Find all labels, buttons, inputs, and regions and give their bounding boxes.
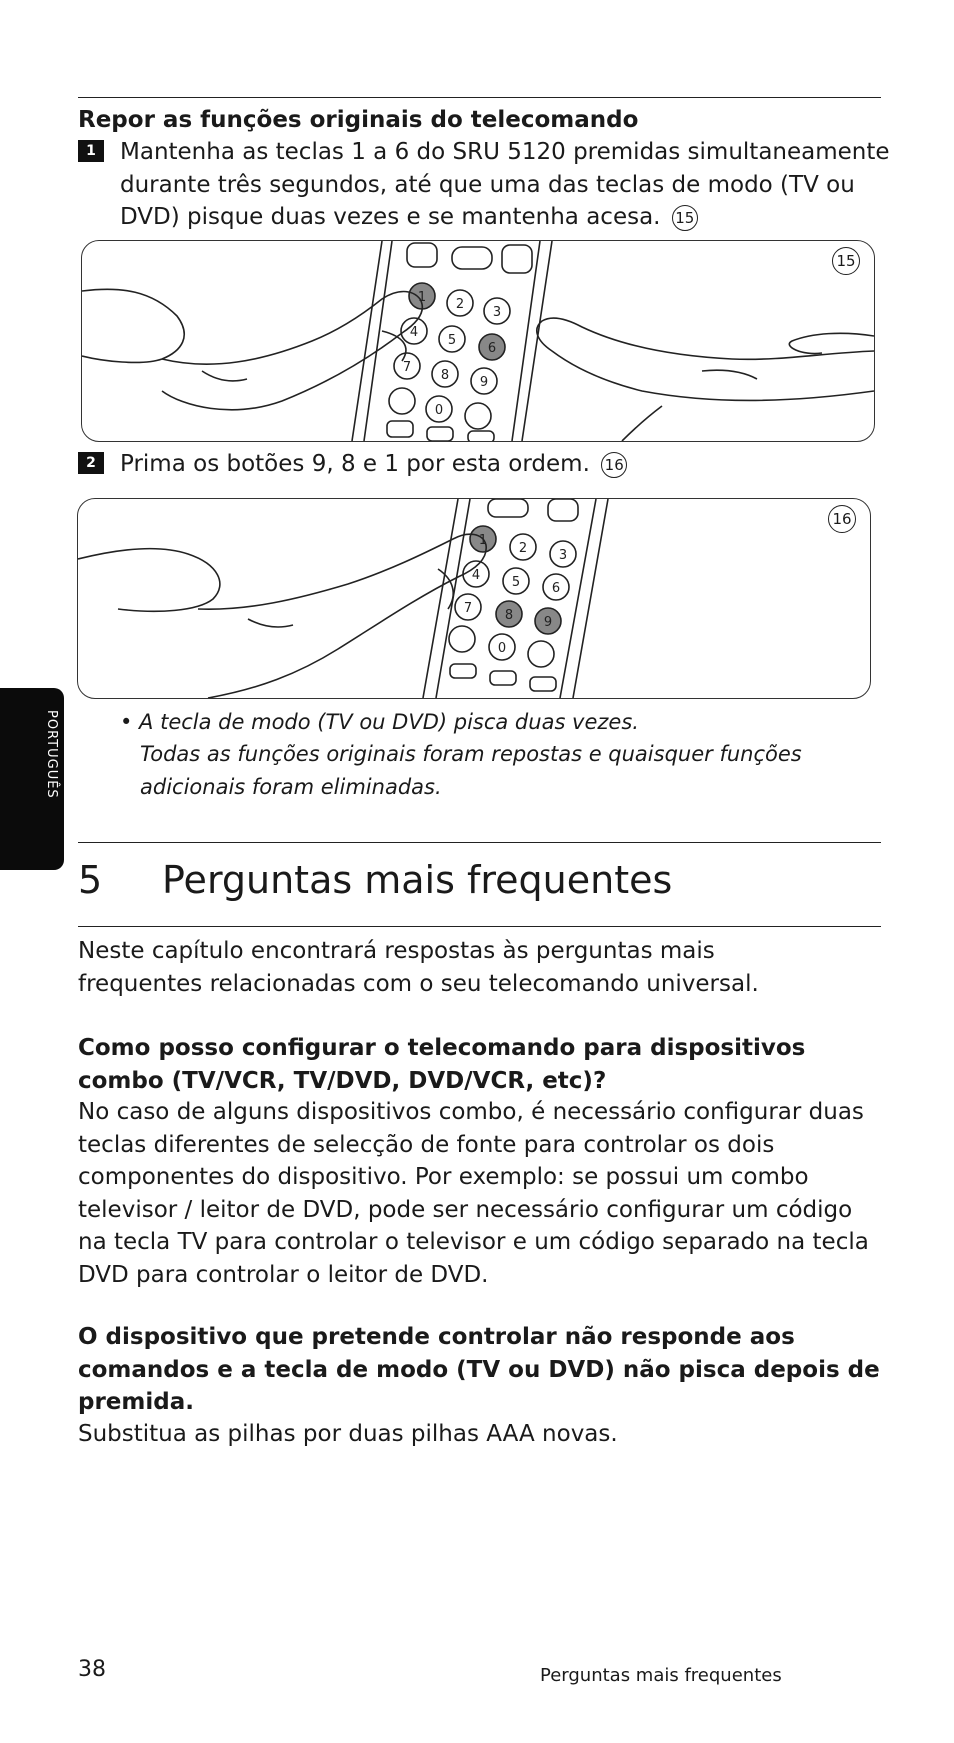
step-1-text xyxy=(120,136,890,234)
step-2-figure-ref: 16 xyxy=(601,452,627,478)
svg-text:9: 9 xyxy=(479,375,489,390)
remote-hands-drawing-2 xyxy=(78,499,870,698)
remote-hands-drawing-1 xyxy=(82,241,874,441)
figure-16-label: 16 xyxy=(828,505,856,533)
step-1-figure-ref: 15 xyxy=(672,205,698,231)
chapter-number: 5 xyxy=(78,858,103,902)
chapter-intro: Neste capítulo encontrará respostas às perguntas mais frequentes relacionadas com o seu telecomando universal. xyxy=(78,938,759,997)
faq-answer-2: Substitua as pilhas por duas pilhas AAA novas. xyxy=(78,1421,618,1447)
figure-16-remote-illustration xyxy=(77,498,871,699)
svg-text:8: 8 xyxy=(504,608,514,623)
language-side-tab-label: PORTUGUÊS xyxy=(44,710,59,799)
faq-answer-1: No caso de alguns dispositivos combo, é necessário configurar duas teclas diferentes de selecção de fonte para controlar os dois componentes do dispositivo. Por exemplo: se possui um combo televisor / leitor de DVD, pode ser necessário configurar um código na tecla TV para controlar o televisor e um código separado na tecla DVD para controlar o leitor de DVD. xyxy=(78,1099,869,1288)
svg-text:6: 6 xyxy=(551,581,561,596)
svg-text:4: 4 xyxy=(471,568,481,583)
chapter-bottom-rule xyxy=(78,926,881,927)
svg-text:1: 1 xyxy=(478,533,488,548)
chapter-title: Perguntas mais frequentes xyxy=(162,858,673,902)
svg-text:2: 2 xyxy=(455,297,465,312)
step-number-1: 1 xyxy=(78,140,104,162)
faq-question-2: O dispositivo que pretende controlar não responde aos comandos e a tecla de modo (TV ou DVD) não pisca depois de premida. xyxy=(78,1324,880,1415)
section-heading: Repor as funções originais do telecomando xyxy=(78,107,639,133)
step-1-body: Mantenha as teclas 1 a 6 do SRU 5120 premidas simultaneamente durante três segundos, até que uma das teclas de modo (TV ou DVD) pisque duas vezes e se mantenha acesa. xyxy=(120,139,890,230)
svg-text:5: 5 xyxy=(447,333,457,348)
top-rule xyxy=(78,97,881,98)
svg-text:5: 5 xyxy=(511,575,521,590)
svg-text:1: 1 xyxy=(417,290,427,305)
svg-text:9: 9 xyxy=(543,615,553,630)
language-side-tab xyxy=(0,688,64,870)
step-2-body: Prima os botões 9, 8 e 1 por esta ordem. xyxy=(120,451,590,477)
figure-15-label: 15 xyxy=(832,247,860,275)
svg-text:0: 0 xyxy=(497,641,507,656)
svg-text:7: 7 xyxy=(402,360,412,375)
svg-text:4: 4 xyxy=(409,325,419,340)
svg-text:8: 8 xyxy=(440,368,450,383)
result-line-1: • A tecla de modo (TV ou DVD) pisca duas vezes. xyxy=(120,710,639,734)
step-number-2: 2 xyxy=(78,452,104,474)
figure-15-remote-illustration xyxy=(81,240,875,442)
step-2-text xyxy=(120,448,890,481)
svg-text:2: 2 xyxy=(518,541,528,556)
svg-text:7: 7 xyxy=(463,601,473,616)
chapter-top-rule xyxy=(78,842,881,843)
svg-text:0: 0 xyxy=(434,403,444,418)
svg-text:3: 3 xyxy=(558,548,568,563)
faq-question-1: Como posso configurar o telecomando para dispositivos combo (TV/VCR, TV/DVD, DVD/VCR, etc)? xyxy=(78,1035,806,1094)
svg-text:6: 6 xyxy=(487,341,497,356)
page-number: 38 xyxy=(78,1657,106,1682)
svg-text:3: 3 xyxy=(492,305,502,320)
result-line-2: Todas as funções originais foram repostas e quaisquer funções adicionais foram eliminadas. xyxy=(140,742,802,799)
running-footer-title: Perguntas mais frequentes xyxy=(540,1665,782,1686)
